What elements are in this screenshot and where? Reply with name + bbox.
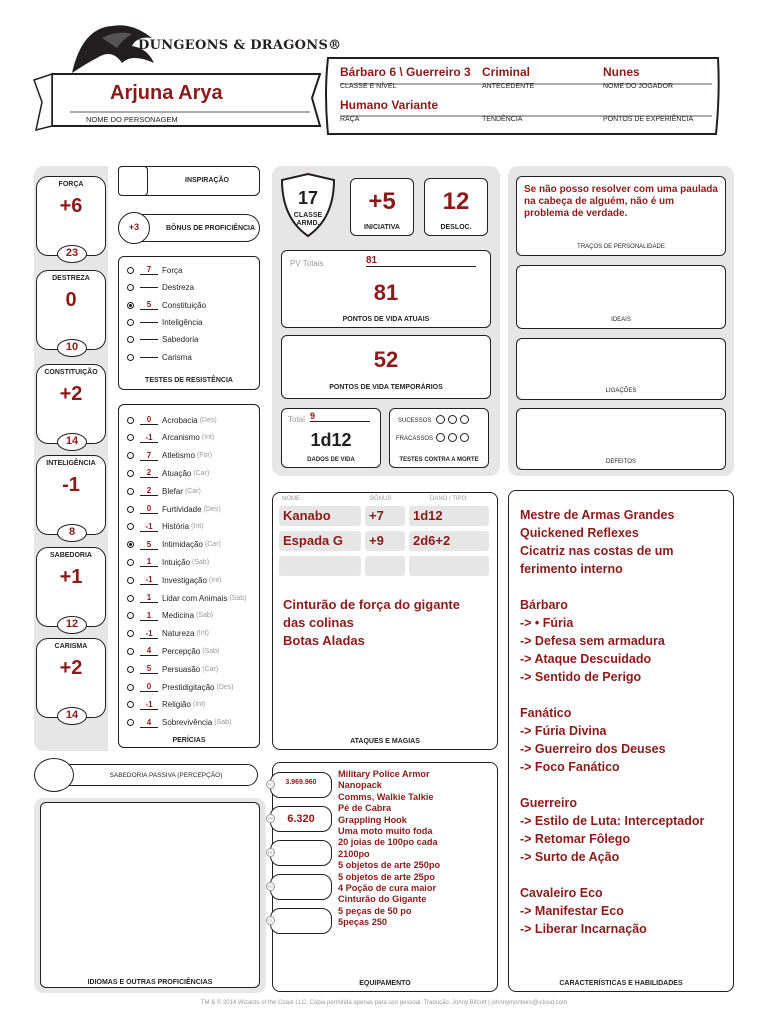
skill-row bbox=[127, 664, 218, 674]
ability-3 bbox=[36, 455, 106, 538]
attack-name[interactable]: Espada G bbox=[279, 531, 361, 551]
feature-line: -> Liberar Incarnação bbox=[520, 922, 647, 936]
saving-throw-value[interactable] bbox=[140, 287, 158, 288]
proficiency-label: BÔNUS DE PROFICIÊNCIA bbox=[166, 225, 256, 232]
coin-value[interactable]: 6.320 bbox=[287, 813, 315, 825]
skill-value[interactable]: 4 bbox=[140, 646, 158, 656]
character-name[interactable]: Arjuna Arya bbox=[110, 82, 223, 104]
background-value[interactable]: Criminal bbox=[482, 65, 531, 79]
skill-name: Natureza bbox=[162, 629, 195, 639]
hit-dice-value[interactable]: 1d12 bbox=[310, 430, 352, 450]
feature-line: -> Guerreiro dos Deuses bbox=[520, 742, 666, 756]
proficiency-bubble[interactable] bbox=[127, 719, 134, 726]
proficiency-bubble[interactable] bbox=[127, 267, 134, 274]
traits-label: TRAÇOS DE PERSONALIDADE bbox=[577, 244, 665, 250]
hit-dice-total-value[interactable]: 9 bbox=[310, 411, 370, 422]
proficiency-bubble[interactable] bbox=[127, 630, 134, 637]
skill-row bbox=[127, 611, 213, 621]
saving-throw-row bbox=[127, 283, 194, 292]
coin-box bbox=[270, 874, 332, 900]
attack-bonus[interactable] bbox=[365, 556, 405, 576]
ability-modifier[interactable]: +6 bbox=[59, 195, 83, 217]
character-name-label: NOME DO PERSONAGEM bbox=[86, 115, 178, 124]
saving-throw-row bbox=[127, 300, 206, 310]
proficiency-bubble[interactable] bbox=[127, 434, 134, 441]
inspiration-input[interactable] bbox=[118, 166, 148, 196]
skill-row bbox=[127, 540, 221, 550]
coin-tag: PL bbox=[266, 916, 275, 925]
skill-attribute: (Sab) bbox=[202, 647, 220, 655]
hp-current-value[interactable]: 81 bbox=[373, 280, 399, 305]
skill-attribute: (Int) bbox=[208, 576, 222, 584]
proficiency-bubble[interactable] bbox=[127, 336, 134, 343]
languages-box[interactable] bbox=[40, 802, 260, 988]
attack-damage[interactable] bbox=[409, 556, 489, 576]
feature-line: Bárbaro bbox=[520, 598, 568, 612]
class-level-label: CLASSE E NÍVEL bbox=[340, 83, 397, 90]
skill-name: Atuação bbox=[162, 468, 192, 478]
feature-line: Cicatriz nas costas de um bbox=[520, 544, 674, 558]
ability-2 bbox=[36, 364, 106, 447]
equipment-item: Nanopack bbox=[338, 780, 382, 791]
proficiency-bubble[interactable] bbox=[127, 354, 134, 361]
skills-box bbox=[118, 404, 260, 748]
skill-name: Medicina bbox=[162, 611, 195, 621]
saving-throw-value[interactable]: 7 bbox=[140, 265, 158, 275]
attack-bonus[interactable]: +7 bbox=[365, 506, 405, 526]
class-level-value[interactable]: Bárbaro 6 \ Guerreiro 3 bbox=[340, 65, 471, 79]
skill-value[interactable]: -1 bbox=[140, 575, 158, 585]
feature-line: ferimento interno bbox=[520, 562, 623, 576]
attack-name[interactable] bbox=[279, 556, 361, 576]
saving-throw-name: Inteligência bbox=[162, 317, 203, 327]
feature-line: -> Fúria Divina bbox=[520, 724, 607, 738]
ideals-label: IDEAIS bbox=[611, 317, 631, 323]
skill-row bbox=[127, 415, 217, 425]
death-success-label: SUCESSOS bbox=[398, 418, 432, 424]
skill-value[interactable]: 4 bbox=[140, 718, 158, 728]
skill-attribute: (Car) bbox=[202, 665, 219, 673]
inspiration-label: INSPIRAÇÃO bbox=[185, 177, 229, 184]
proficiency-bubble[interactable] bbox=[127, 595, 134, 602]
proficiency-bubble[interactable] bbox=[127, 648, 134, 655]
proficiency-bubble[interactable] bbox=[127, 666, 134, 673]
skill-value[interactable]: 1 bbox=[140, 611, 158, 621]
feature-line bbox=[520, 866, 704, 884]
skill-value[interactable]: -1 bbox=[140, 629, 158, 639]
skill-row bbox=[127, 682, 234, 692]
attack-damage[interactable]: 2d6+2 bbox=[409, 531, 489, 551]
feature-line: -> Foco Fanático bbox=[520, 760, 620, 774]
death-success-bubble[interactable] bbox=[448, 415, 457, 424]
attack-bonus[interactable]: +9 bbox=[365, 531, 405, 551]
skill-value[interactable]: -1 bbox=[140, 522, 158, 532]
skill-value[interactable]: 7 bbox=[140, 451, 158, 461]
skill-attribute: (Sab) bbox=[229, 594, 247, 602]
feature-line bbox=[520, 578, 704, 596]
proficiency-bubble[interactable] bbox=[127, 523, 134, 530]
ability-name: CONSTITUIÇÃO bbox=[44, 369, 98, 376]
hp-temp-value[interactable]: 52 bbox=[373, 347, 399, 372]
skill-row bbox=[127, 718, 231, 728]
ability-score[interactable]: 14 bbox=[57, 433, 87, 451]
feature-line: -> Surto de Ação bbox=[520, 850, 620, 864]
attack-header-name: NOME bbox=[282, 496, 300, 502]
traits-value[interactable]: Se não posso resolver com uma paulada na cabeça de alguém, não é um problema de verdade. bbox=[524, 184, 718, 219]
saving-throw-row bbox=[127, 318, 202, 327]
skill-attribute: (Sab) bbox=[214, 719, 232, 727]
ability-score[interactable]: 23 bbox=[57, 245, 87, 263]
proficiency-bubble[interactable] bbox=[127, 612, 134, 619]
proficiency-bubble[interactable] bbox=[127, 284, 134, 291]
passive-wisdom-label: SABEDORIA PASSIVA (PERCEPÇÃO) bbox=[109, 772, 223, 779]
proficiency-bubble[interactable] bbox=[127, 319, 134, 326]
skill-name: Investigação bbox=[162, 575, 207, 585]
attack-header-damage: DANO / TIPO bbox=[430, 496, 467, 502]
speed-value[interactable]: 12 bbox=[442, 188, 470, 215]
skill-name: Sobrevivência bbox=[162, 718, 213, 728]
ability-modifier[interactable]: +2 bbox=[59, 383, 83, 405]
equipment-item: 5peças 250 bbox=[338, 917, 388, 928]
skill-attribute: (Int) bbox=[196, 630, 209, 638]
skill-row bbox=[127, 557, 209, 567]
proficiency-bubble[interactable] bbox=[127, 577, 134, 584]
attack-notes bbox=[283, 596, 460, 650]
ability-score[interactable]: 14 bbox=[57, 707, 87, 725]
skill-name: Persuasão bbox=[162, 664, 201, 674]
skill-attribute: (Des) bbox=[203, 505, 221, 513]
equipment-item: 2100po bbox=[338, 848, 370, 859]
skill-attribute: (Sab) bbox=[192, 558, 210, 566]
skill-name: Furtividade bbox=[162, 504, 202, 514]
ability-score[interactable]: 10 bbox=[57, 339, 87, 357]
saving-throw-name: Sabedoria bbox=[162, 335, 199, 344]
proficiency-bubble[interactable] bbox=[127, 559, 134, 566]
proficiency-bubble[interactable] bbox=[127, 302, 134, 309]
feature-line: Quickened Reflexes bbox=[520, 526, 639, 540]
equipment-item: 5 objetos de arte 25po bbox=[338, 871, 436, 882]
skill-row bbox=[127, 433, 214, 443]
hp-max-label: PV Totais bbox=[290, 259, 324, 268]
saving-throw-value[interactable] bbox=[140, 322, 158, 323]
skill-value[interactable]: 1 bbox=[140, 557, 158, 567]
armor-class-label-1: CLASSE bbox=[293, 212, 323, 219]
skill-name: Arcanismo bbox=[162, 433, 200, 443]
skill-name: Prestidigitação bbox=[162, 682, 215, 692]
death-fail-bubble[interactable] bbox=[436, 433, 445, 442]
skill-value[interactable]: -1 bbox=[140, 433, 158, 443]
initiative-label: INICIATIVA bbox=[364, 224, 400, 231]
feature-line: Fanático bbox=[520, 706, 572, 720]
armor-class-value[interactable]: 17 bbox=[297, 188, 319, 208]
equipment-list bbox=[338, 769, 440, 929]
ability-name: CARISMA bbox=[54, 643, 88, 650]
skill-attribute: (Sab) bbox=[196, 612, 214, 620]
death-saves-label: TESTES CONTRA A MORTE bbox=[399, 457, 479, 463]
feature-line: -> Ataque Descuidado bbox=[520, 652, 652, 666]
equipment-item: 5 objetos de arte 250po bbox=[338, 860, 441, 871]
skill-row bbox=[127, 486, 201, 496]
feature-line: Cavaleiro Eco bbox=[520, 886, 603, 900]
player-name-value[interactable]: Nunes bbox=[603, 65, 640, 79]
equipment-item: 4 Poção de cura maior bbox=[338, 883, 437, 894]
coin-tag: PO bbox=[267, 884, 274, 889]
hp-current-label: PONTOS DE VIDA ATUAIS bbox=[342, 316, 430, 323]
attack-damage[interactable]: 1d12 bbox=[409, 506, 489, 526]
death-success-bubble[interactable] bbox=[436, 415, 445, 424]
flaws-label: DEFEITOS bbox=[606, 459, 636, 465]
skill-row bbox=[127, 700, 205, 710]
skill-name: Percepção bbox=[162, 646, 201, 656]
proficiency-bubble[interactable] bbox=[127, 506, 134, 513]
ability-modifier[interactable]: -1 bbox=[62, 474, 80, 496]
armor-class-label-2: ARMD. bbox=[296, 220, 320, 227]
proficiency-bubble[interactable] bbox=[127, 470, 134, 477]
skill-name: Lidar com Animais bbox=[162, 593, 228, 603]
proficiency-bubble[interactable] bbox=[127, 684, 134, 691]
hit-dice-total-label: Total bbox=[288, 415, 305, 424]
hp-temp-label: PONTOS DE VIDA TEMPORÁRIOS bbox=[329, 384, 443, 391]
saving-throw-name: Destreza bbox=[162, 282, 195, 292]
skill-name: Blefar bbox=[162, 486, 183, 496]
equipment-item: Cinturão do Gigante bbox=[338, 894, 427, 905]
skill-row bbox=[127, 504, 221, 514]
skills-label: PERÍCIAS bbox=[172, 737, 206, 744]
ability-modifier[interactable]: 0 bbox=[65, 289, 77, 311]
skill-name: Intimidação bbox=[162, 540, 203, 550]
skill-attribute: (Int) bbox=[192, 701, 206, 709]
saving-throw-value[interactable]: 5 bbox=[140, 300, 158, 310]
features-list bbox=[520, 506, 704, 938]
equipment-item: Pé de Cabra bbox=[338, 803, 392, 814]
skill-row bbox=[127, 468, 209, 478]
coin-value[interactable]: 3.969.960 bbox=[285, 779, 317, 786]
feature-line: -> Sentido de Perigo bbox=[520, 670, 642, 684]
equipment-label: EQUIPAMENTO bbox=[359, 980, 411, 987]
coin-tag: PP bbox=[267, 816, 274, 821]
ability-score[interactable]: 12 bbox=[57, 616, 87, 634]
saving-throw-value[interactable] bbox=[140, 357, 158, 358]
death-success-bubble[interactable] bbox=[460, 415, 469, 424]
proficiency-bubble[interactable] bbox=[127, 701, 134, 708]
equipment-item: Comms, Walkie Talkie bbox=[338, 791, 434, 802]
skill-attribute: (Int) bbox=[201, 434, 215, 442]
ability-5 bbox=[36, 638, 106, 721]
skill-attribute: (For) bbox=[196, 452, 213, 460]
equipment-item: Military Police Armor bbox=[338, 769, 430, 779]
proficiency-bubble[interactable] bbox=[127, 452, 134, 459]
skill-value[interactable]: 1 bbox=[140, 593, 158, 603]
saving-throw-name: Carisma bbox=[162, 352, 192, 362]
skill-value[interactable]: 2 bbox=[140, 468, 158, 478]
saving-throws-label: TESTES DE RESISTÊNCIA bbox=[145, 377, 233, 384]
proficiency-value[interactable]: +3 bbox=[128, 222, 140, 232]
saving-throw-row bbox=[127, 265, 182, 275]
coin-tag: PC bbox=[267, 782, 274, 787]
skill-attribute: (Int) bbox=[191, 523, 204, 531]
logo-text: DUNGEONS & DRAGONS® bbox=[138, 38, 342, 53]
feature-line: -> Manifestar Eco bbox=[520, 904, 624, 918]
skill-row bbox=[127, 593, 246, 603]
ability-1 bbox=[36, 270, 106, 353]
speed-label: DESLOC. bbox=[440, 224, 472, 231]
feature-line: -> Estilo de Luta: Interceptador bbox=[520, 814, 705, 828]
ability-modifier[interactable]: +1 bbox=[59, 566, 83, 588]
skill-attribute: (Des) bbox=[216, 683, 234, 691]
skill-value[interactable]: -1 bbox=[140, 700, 158, 710]
skill-row bbox=[127, 629, 209, 639]
ability-name: SABEDORIA bbox=[49, 552, 92, 559]
alignment-label: TENDÊNCIA bbox=[482, 116, 523, 123]
skill-attribute: (Des) bbox=[199, 416, 217, 424]
skill-attribute: (Car) bbox=[204, 541, 221, 549]
hp-max-value[interactable]: 81 bbox=[366, 255, 476, 267]
initiative-value[interactable]: +5 bbox=[368, 188, 396, 215]
bonds-label: LIGAÇÕES bbox=[605, 388, 637, 394]
saving-throw-name: Constituição bbox=[162, 300, 207, 310]
death-fail-bubble[interactable] bbox=[448, 433, 457, 442]
skill-name: Religião bbox=[162, 700, 191, 710]
equipment-item: Uma moto muito foda bbox=[338, 826, 433, 837]
death-fail-label: FRACASSOS bbox=[396, 436, 434, 442]
saving-throw-name: Força bbox=[162, 265, 183, 275]
attack-note-line: Botas Aladas bbox=[283, 633, 365, 648]
equipment-item: 5 peças de 50 po bbox=[338, 905, 412, 916]
feature-line bbox=[520, 686, 704, 704]
background-label: ANTECEDENTE bbox=[482, 83, 535, 90]
equipment-item: Grappling Hook bbox=[338, 814, 407, 825]
feature-line: Guerreiro bbox=[520, 796, 577, 810]
death-fail-bubbles[interactable] bbox=[436, 433, 469, 442]
footer-copyright: TM & © 2014 Wizards of the Coast LLC. Cópia permitida apenas para uso pessoal. Tradução: Johny Bifcott | johnnymonteiro@icloud.com bbox=[200, 1000, 568, 1006]
feature-line: -> Defesa sem armadura bbox=[520, 634, 665, 648]
skill-row bbox=[127, 522, 204, 532]
saving-throw-value[interactable] bbox=[140, 339, 158, 340]
death-fail-bubble[interactable] bbox=[460, 433, 469, 442]
skill-name: Atletismo bbox=[162, 451, 195, 461]
hit-dice-label: DADOS DE VIDA bbox=[307, 457, 355, 463]
saving-throws-box bbox=[118, 256, 260, 390]
skill-row bbox=[127, 646, 219, 656]
ability-modifier[interactable]: +2 bbox=[59, 657, 83, 679]
skill-value[interactable]: 0 bbox=[140, 682, 158, 692]
player-name-label: NOME DO JOGADOR bbox=[603, 83, 674, 90]
attacks-label: ATAQUES E MAGIAS bbox=[350, 738, 420, 745]
race-value[interactable]: Humano Variante bbox=[340, 98, 439, 112]
skill-name: Acrobacia bbox=[162, 415, 198, 425]
skill-name: História bbox=[162, 522, 190, 532]
feature-line: -> Retomar Fôlego bbox=[520, 832, 631, 846]
ability-0 bbox=[36, 176, 106, 259]
death-success-bubbles[interactable] bbox=[436, 415, 469, 424]
skill-attribute: (Car) bbox=[184, 487, 201, 495]
xp-label: PONTOS DE EXPERIÊNCIA bbox=[603, 116, 694, 123]
attack-header-bonus: BÔNUS bbox=[370, 496, 392, 502]
languages-label: IDIOMAS E OUTRAS PROFICIÊNCIAS bbox=[87, 979, 213, 986]
ability-name: INTELIGÊNCIA bbox=[46, 460, 96, 467]
passive-wisdom-input[interactable] bbox=[34, 758, 74, 792]
saving-throw-row bbox=[127, 335, 198, 344]
skill-value[interactable]: 2 bbox=[140, 486, 158, 496]
skill-row bbox=[127, 575, 221, 585]
skill-value[interactable]: 0 bbox=[140, 415, 158, 425]
attack-name[interactable]: Kanabo bbox=[279, 506, 361, 526]
feature-line: Mestre de Armas Grandes bbox=[520, 508, 675, 522]
attack-note-line: das colinas bbox=[283, 615, 354, 630]
coin-tag: PE bbox=[267, 850, 274, 855]
equipment-item: 20 joias de 100po cada bbox=[338, 837, 438, 848]
ability-score[interactable]: 8 bbox=[57, 524, 87, 542]
proficiency-bubble[interactable] bbox=[127, 541, 134, 548]
ability-4 bbox=[36, 547, 106, 630]
skill-value[interactable]: 5 bbox=[140, 540, 158, 550]
race-label: RAÇA bbox=[340, 116, 360, 123]
proficiency-bubble[interactable] bbox=[127, 417, 134, 424]
skill-value[interactable]: 5 bbox=[140, 664, 158, 674]
skill-value[interactable]: 0 bbox=[140, 504, 158, 514]
features-label: CARACTERÍSTICAS E HABILIDADES bbox=[559, 980, 683, 987]
skill-name: Intuição bbox=[162, 557, 191, 567]
coin-box bbox=[270, 908, 332, 934]
ability-name: FORÇA bbox=[58, 181, 84, 188]
attack-note-line: Cinturão de força do gigante bbox=[283, 597, 460, 612]
saving-throw-row bbox=[127, 353, 192, 362]
ability-name: DESTREZA bbox=[52, 275, 90, 282]
feature-line bbox=[520, 776, 704, 794]
proficiency-bubble[interactable] bbox=[127, 488, 134, 495]
skill-row bbox=[127, 451, 212, 461]
skill-attribute: (Car) bbox=[193, 469, 210, 477]
coin-box bbox=[270, 840, 332, 866]
feature-line: -> • Fúria bbox=[520, 616, 574, 630]
